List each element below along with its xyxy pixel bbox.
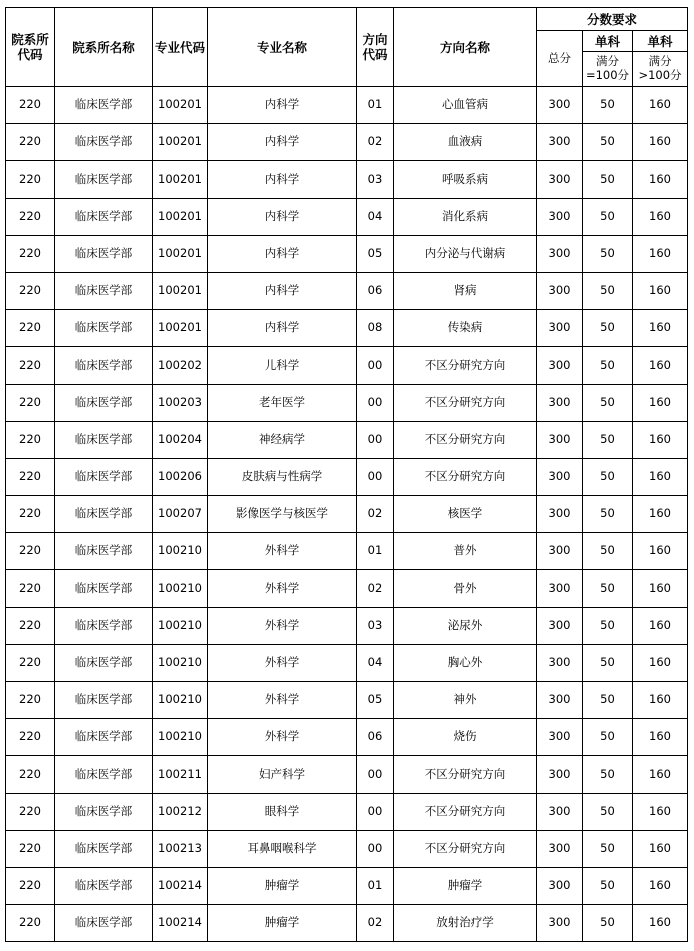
cell-single-gt100: 160	[633, 87, 688, 124]
cell-major-name: 神经病学	[208, 421, 357, 458]
cell-single-100: 50	[583, 533, 633, 570]
table-row	[6, 235, 688, 272]
cell-single-gt100: 160	[633, 421, 688, 458]
cell-single-gt100: 160	[633, 830, 688, 867]
cell-major-code: 100206	[153, 458, 208, 495]
cell-major-code: 100210	[153, 570, 208, 607]
cell-single-100: 50	[583, 793, 633, 830]
cell-dept-name: 临床医学部	[55, 272, 153, 309]
table-row	[6, 905, 688, 942]
cell-total-score: 300	[537, 533, 583, 570]
cell-dept-name: 临床医学部	[55, 347, 153, 384]
cell-dept-code: 220	[6, 719, 55, 756]
cell-major-name: 肿瘤学	[208, 867, 357, 904]
cell-total-score: 300	[537, 905, 583, 942]
cell-single-100: 50	[583, 161, 633, 198]
cell-dept-code: 220	[6, 458, 55, 495]
cell-single-gt100: 160	[633, 198, 688, 235]
cell-major-name: 老年医学	[208, 384, 357, 421]
cell-total-score: 300	[537, 458, 583, 495]
cell-dir-name: 消化系病	[394, 198, 537, 235]
cell-major-name: 眼科学	[208, 793, 357, 830]
cell-single-100: 50	[583, 644, 633, 681]
cell-major-code: 100211	[153, 756, 208, 793]
table-row	[6, 533, 688, 570]
cell-total-score: 300	[537, 867, 583, 904]
table-row	[6, 161, 688, 198]
cell-dir-name: 肾病	[394, 272, 537, 309]
cell-single-100: 50	[583, 682, 633, 719]
cell-major-code: 100201	[153, 124, 208, 161]
cell-dept-code: 220	[6, 607, 55, 644]
cell-dir-name: 不区分研究方向	[394, 458, 537, 495]
cell-single-gt100: 160	[633, 867, 688, 904]
cell-total-score: 300	[537, 161, 583, 198]
cell-major-name: 皮肤病与性病学	[208, 458, 357, 495]
header-major-name: 专业名称	[208, 8, 357, 87]
cell-major-name: 耳鼻咽喉科学	[208, 830, 357, 867]
cell-dir-code: 00	[357, 384, 394, 421]
cell-dir-code: 00	[357, 347, 394, 384]
cell-single-gt100: 160	[633, 235, 688, 272]
cell-single-gt100: 160	[633, 682, 688, 719]
cell-dept-name: 临床医学部	[55, 644, 153, 681]
cell-dept-code: 220	[6, 682, 55, 719]
cell-dir-name: 放射治疗学	[394, 905, 537, 942]
cell-total-score: 300	[537, 756, 583, 793]
cell-single-100: 50	[583, 756, 633, 793]
cell-dir-name: 传染病	[394, 310, 537, 347]
cell-dept-name: 临床医学部	[55, 533, 153, 570]
header-dept-name: 院系所名称	[55, 8, 153, 87]
cell-dept-name: 临床医学部	[55, 235, 153, 272]
cell-dir-code: 02	[357, 570, 394, 607]
cell-major-code: 100210	[153, 607, 208, 644]
table-row	[6, 87, 688, 124]
header-dept-code: 院系所代码	[6, 8, 55, 87]
cell-total-score: 300	[537, 87, 583, 124]
cell-single-gt100: 160	[633, 756, 688, 793]
cell-major-name: 外科学	[208, 719, 357, 756]
cell-total-score: 300	[537, 272, 583, 309]
header-total-score: 总分	[537, 31, 583, 87]
cell-major-code: 100203	[153, 384, 208, 421]
cell-dept-name: 临床医学部	[55, 682, 153, 719]
cell-major-code: 100210	[153, 719, 208, 756]
cell-dir-name: 不区分研究方向	[394, 421, 537, 458]
cell-major-name: 外科学	[208, 644, 357, 681]
cell-major-name: 肿瘤学	[208, 905, 357, 942]
cell-major-code: 100201	[153, 310, 208, 347]
cell-single-100: 50	[583, 124, 633, 161]
cell-major-code: 100210	[153, 682, 208, 719]
cell-major-name: 内科学	[208, 87, 357, 124]
cell-dir-code: 00	[357, 830, 394, 867]
cell-dir-name: 普外	[394, 533, 537, 570]
cell-single-100: 50	[583, 607, 633, 644]
cell-single-gt100: 160	[633, 570, 688, 607]
cell-dept-name: 临床医学部	[55, 607, 153, 644]
cell-dir-name: 胸心外	[394, 644, 537, 681]
cell-dept-name: 临床医学部	[55, 161, 153, 198]
cell-dept-name: 临床医学部	[55, 458, 153, 495]
cell-major-code: 100202	[153, 347, 208, 384]
cell-total-score: 300	[537, 384, 583, 421]
cell-total-score: 300	[537, 310, 583, 347]
cell-dir-name: 内分泌与代谢病	[394, 235, 537, 272]
cell-single-gt100: 160	[633, 793, 688, 830]
cell-dept-name: 临床医学部	[55, 496, 153, 533]
cell-dept-code: 220	[6, 496, 55, 533]
cell-single-100: 50	[583, 496, 633, 533]
table-row	[6, 272, 688, 309]
table-row	[6, 570, 688, 607]
header-single-subject-1: 单科	[583, 31, 633, 52]
cell-total-score: 300	[537, 793, 583, 830]
table-row	[6, 458, 688, 495]
cell-single-gt100: 160	[633, 161, 688, 198]
cell-single-gt100: 160	[633, 272, 688, 309]
cell-major-name: 外科学	[208, 533, 357, 570]
cell-dir-name: 泌尿外	[394, 607, 537, 644]
cell-dir-code: 06	[357, 272, 394, 309]
cell-dept-name: 临床医学部	[55, 87, 153, 124]
cell-dir-name: 烧伤	[394, 719, 537, 756]
cell-dept-name: 临床医学部	[55, 830, 153, 867]
cell-dir-code: 05	[357, 235, 394, 272]
cell-dept-code: 220	[6, 347, 55, 384]
cell-dir-code: 03	[357, 607, 394, 644]
cell-major-name: 内科学	[208, 124, 357, 161]
score-requirements-table	[5, 7, 688, 942]
cell-single-100: 50	[583, 570, 633, 607]
cell-dir-name: 心血管病	[394, 87, 537, 124]
cell-single-gt100: 160	[633, 719, 688, 756]
cell-major-name: 内科学	[208, 272, 357, 309]
cell-single-100: 50	[583, 719, 633, 756]
cell-major-code: 100201	[153, 272, 208, 309]
table-row	[6, 347, 688, 384]
cell-dept-code: 220	[6, 198, 55, 235]
cell-dir-name: 核医学	[394, 496, 537, 533]
cell-dept-code: 220	[6, 830, 55, 867]
cell-dept-code: 220	[6, 570, 55, 607]
cell-single-100: 50	[583, 458, 633, 495]
cell-total-score: 300	[537, 570, 583, 607]
cell-single-100: 50	[583, 235, 633, 272]
cell-single-100: 50	[583, 310, 633, 347]
cell-dept-code: 220	[6, 793, 55, 830]
header-dir-name: 方向名称	[394, 8, 537, 87]
cell-major-code: 100201	[153, 161, 208, 198]
header-single-subject-2: 单科	[633, 31, 688, 52]
cell-total-score: 300	[537, 682, 583, 719]
cell-major-code: 100207	[153, 496, 208, 533]
table-row	[6, 682, 688, 719]
cell-dept-code: 220	[6, 272, 55, 309]
cell-dept-code: 220	[6, 310, 55, 347]
table-row	[6, 124, 688, 161]
cell-major-code: 100210	[153, 644, 208, 681]
cell-single-100: 50	[583, 198, 633, 235]
cell-major-code: 100212	[153, 793, 208, 830]
cell-single-100: 50	[583, 384, 633, 421]
table-row	[6, 496, 688, 533]
cell-single-gt100: 160	[633, 384, 688, 421]
cell-major-name: 外科学	[208, 570, 357, 607]
cell-dir-name: 不区分研究方向	[394, 756, 537, 793]
cell-dir-code: 03	[357, 161, 394, 198]
cell-dept-code: 220	[6, 867, 55, 904]
cell-major-name: 影像医学与核医学	[208, 496, 357, 533]
table-row	[6, 644, 688, 681]
cell-major-name: 儿科学	[208, 347, 357, 384]
cell-dept-name: 临床医学部	[55, 756, 153, 793]
cell-major-code: 100214	[153, 867, 208, 904]
table-row	[6, 384, 688, 421]
cell-dir-code: 02	[357, 905, 394, 942]
cell-major-code: 100214	[153, 905, 208, 942]
cell-dept-code: 220	[6, 384, 55, 421]
cell-dir-code: 01	[357, 87, 394, 124]
cell-dir-code: 04	[357, 198, 394, 235]
cell-dir-name: 不区分研究方向	[394, 793, 537, 830]
cell-major-name: 内科学	[208, 235, 357, 272]
table-row	[6, 719, 688, 756]
cell-dept-name: 临床医学部	[55, 124, 153, 161]
cell-dept-code: 220	[6, 421, 55, 458]
cell-dir-name: 血液病	[394, 124, 537, 161]
cell-major-name: 外科学	[208, 682, 357, 719]
cell-major-code: 100201	[153, 198, 208, 235]
cell-dept-name: 临床医学部	[55, 421, 153, 458]
header-score-requirements: 分数要求	[537, 8, 688, 31]
cell-major-name: 妇产科学	[208, 756, 357, 793]
cell-single-gt100: 160	[633, 905, 688, 942]
cell-dir-name: 呼吸系病	[394, 161, 537, 198]
cell-dir-name: 骨外	[394, 570, 537, 607]
cell-dept-code: 220	[6, 905, 55, 942]
header-full-100: 满分=100分	[583, 52, 633, 87]
cell-single-gt100: 160	[633, 310, 688, 347]
cell-dir-code: 00	[357, 421, 394, 458]
cell-single-gt100: 160	[633, 347, 688, 384]
table-body	[6, 87, 688, 942]
header-major-code: 专业代码	[153, 8, 208, 87]
cell-major-code: 100204	[153, 421, 208, 458]
cell-dept-name: 临床医学部	[55, 867, 153, 904]
cell-single-100: 50	[583, 830, 633, 867]
cell-single-gt100: 160	[633, 496, 688, 533]
header-dir-code: 方向代码	[357, 8, 394, 87]
cell-dept-code: 220	[6, 756, 55, 793]
cell-single-100: 50	[583, 272, 633, 309]
cell-dept-name: 临床医学部	[55, 310, 153, 347]
cell-dir-name: 肿瘤学	[394, 867, 537, 904]
cell-major-name: 内科学	[208, 161, 357, 198]
cell-total-score: 300	[537, 719, 583, 756]
cell-total-score: 300	[537, 421, 583, 458]
cell-single-gt100: 160	[633, 458, 688, 495]
cell-dept-name: 临床医学部	[55, 198, 153, 235]
table-row	[6, 607, 688, 644]
cell-dir-code: 00	[357, 793, 394, 830]
cell-dept-code: 220	[6, 124, 55, 161]
cell-total-score: 300	[537, 607, 583, 644]
cell-dept-name: 临床医学部	[55, 570, 153, 607]
cell-dept-code: 220	[6, 87, 55, 124]
cell-major-code: 100201	[153, 87, 208, 124]
table-row	[6, 310, 688, 347]
table-row	[6, 198, 688, 235]
cell-single-gt100: 160	[633, 644, 688, 681]
cell-dir-code: 01	[357, 533, 394, 570]
cell-total-score: 300	[537, 496, 583, 533]
cell-dept-code: 220	[6, 235, 55, 272]
cell-dir-code: 02	[357, 496, 394, 533]
table-header	[6, 8, 688, 87]
cell-major-code: 100201	[153, 235, 208, 272]
cell-dept-code: 220	[6, 161, 55, 198]
cell-single-100: 50	[583, 905, 633, 942]
table-row	[6, 421, 688, 458]
cell-dir-name: 不区分研究方向	[394, 830, 537, 867]
cell-single-100: 50	[583, 421, 633, 458]
cell-total-score: 300	[537, 347, 583, 384]
cell-major-name: 内科学	[208, 198, 357, 235]
cell-dept-name: 临床医学部	[55, 793, 153, 830]
cell-major-code: 100210	[153, 533, 208, 570]
cell-major-name: 内科学	[208, 310, 357, 347]
cell-single-100: 50	[583, 347, 633, 384]
cell-dir-code: 02	[357, 124, 394, 161]
cell-single-100: 50	[583, 867, 633, 904]
cell-total-score: 300	[537, 644, 583, 681]
cell-dir-code: 00	[357, 458, 394, 495]
cell-dir-code: 00	[357, 756, 394, 793]
cell-dept-name: 临床医学部	[55, 719, 153, 756]
cell-single-gt100: 160	[633, 533, 688, 570]
cell-dir-name: 不区分研究方向	[394, 347, 537, 384]
cell-major-name: 外科学	[208, 607, 357, 644]
table-row	[6, 756, 688, 793]
cell-total-score: 300	[537, 198, 583, 235]
table-row	[6, 867, 688, 904]
header-full-gt100: 满分>100分	[633, 52, 688, 87]
cell-single-100: 50	[583, 87, 633, 124]
cell-dir-code: 01	[357, 867, 394, 904]
cell-total-score: 300	[537, 124, 583, 161]
cell-dept-name: 临床医学部	[55, 905, 153, 942]
cell-dept-name: 临床医学部	[55, 384, 153, 421]
cell-dir-name: 神外	[394, 682, 537, 719]
cell-dir-code: 08	[357, 310, 394, 347]
table-row	[6, 793, 688, 830]
cell-dir-code: 05	[357, 682, 394, 719]
cell-dir-code: 04	[357, 644, 394, 681]
cell-dir-name: 不区分研究方向	[394, 384, 537, 421]
cell-major-code: 100213	[153, 830, 208, 867]
cell-dept-code: 220	[6, 533, 55, 570]
cell-single-gt100: 160	[633, 124, 688, 161]
cell-dept-code: 220	[6, 644, 55, 681]
table-row	[6, 830, 688, 867]
cell-dir-code: 06	[357, 719, 394, 756]
cell-total-score: 300	[537, 235, 583, 272]
cell-total-score: 300	[537, 830, 583, 867]
cell-single-gt100: 160	[633, 607, 688, 644]
